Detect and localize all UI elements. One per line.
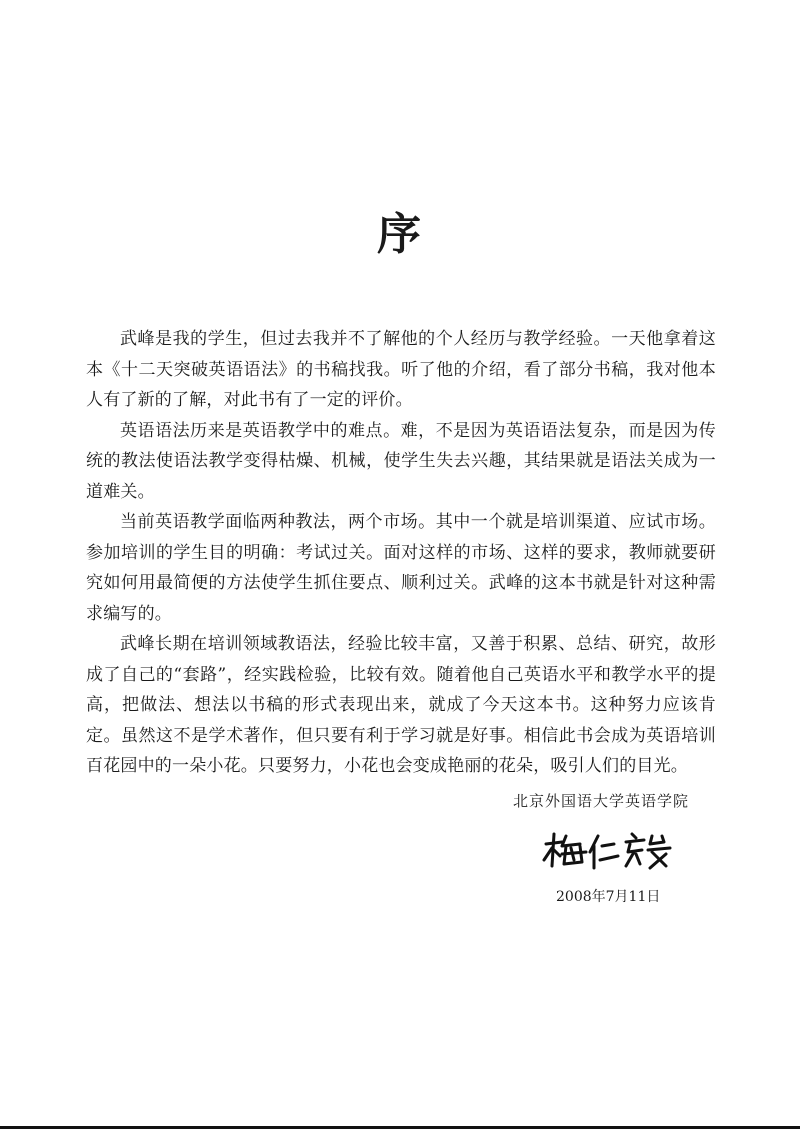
paragraph-2: 英语语法历来是英语教学中的难点。难，不是因为英语语法复杂，而是因为传统的教法使语法教学变得枯燥、机械，使学生失去兴趣，其结果就是语法关成为一道难关。 <box>86 420 716 502</box>
bottom-border-line <box>0 1126 800 1129</box>
preface-date: 2008年7月11日 <box>556 889 661 905</box>
page-title: 序 <box>377 209 423 260</box>
paragraph-3: 当前英语教学面临两种教法，两个市场。其中一个就是培训渠道、应试市场。参加培训的学生目的明确：考试过关。面对这样的市场、这样的要求，教师就要研究如何用最简便的方法使学生抓住要点、顺利过关。武峰的这本书就是针对这种需求编写的。 <box>86 512 716 624</box>
author-affiliation: 北京外国语大学英语学院 <box>513 792 690 810</box>
preface-body <box>86 324 716 782</box>
paragraph-1: 武峰是我的学生，但过去我并不了解他的个人经历与教学经验。一天他拿着这本《十二天突破英语语法》的书稿找我。听了他的介绍，看了部分书稿，我对他本人有了新的了解，对此书有了一定的评价。 <box>86 329 716 410</box>
paragraph-4: 武峰长期在培训领域教语法，经验比较丰富，又善于积累、总结、研究，故形成了自己的“套路”，经实践检验，比较有效。随着他自己英语水平和教学水平的提高，把做法、想法以书稿的形式表现出来，就成了今天这本书。这种努力应该肯定。虽然这不是学术著作，但只要有利于学习就是好事。相信此书会成为英语培训百花园中的一朵小花。只要努力，小花也会变成艳丽的花朵，吸引人们的目光。 <box>86 634 716 776</box>
handwritten-signature <box>540 830 680 872</box>
